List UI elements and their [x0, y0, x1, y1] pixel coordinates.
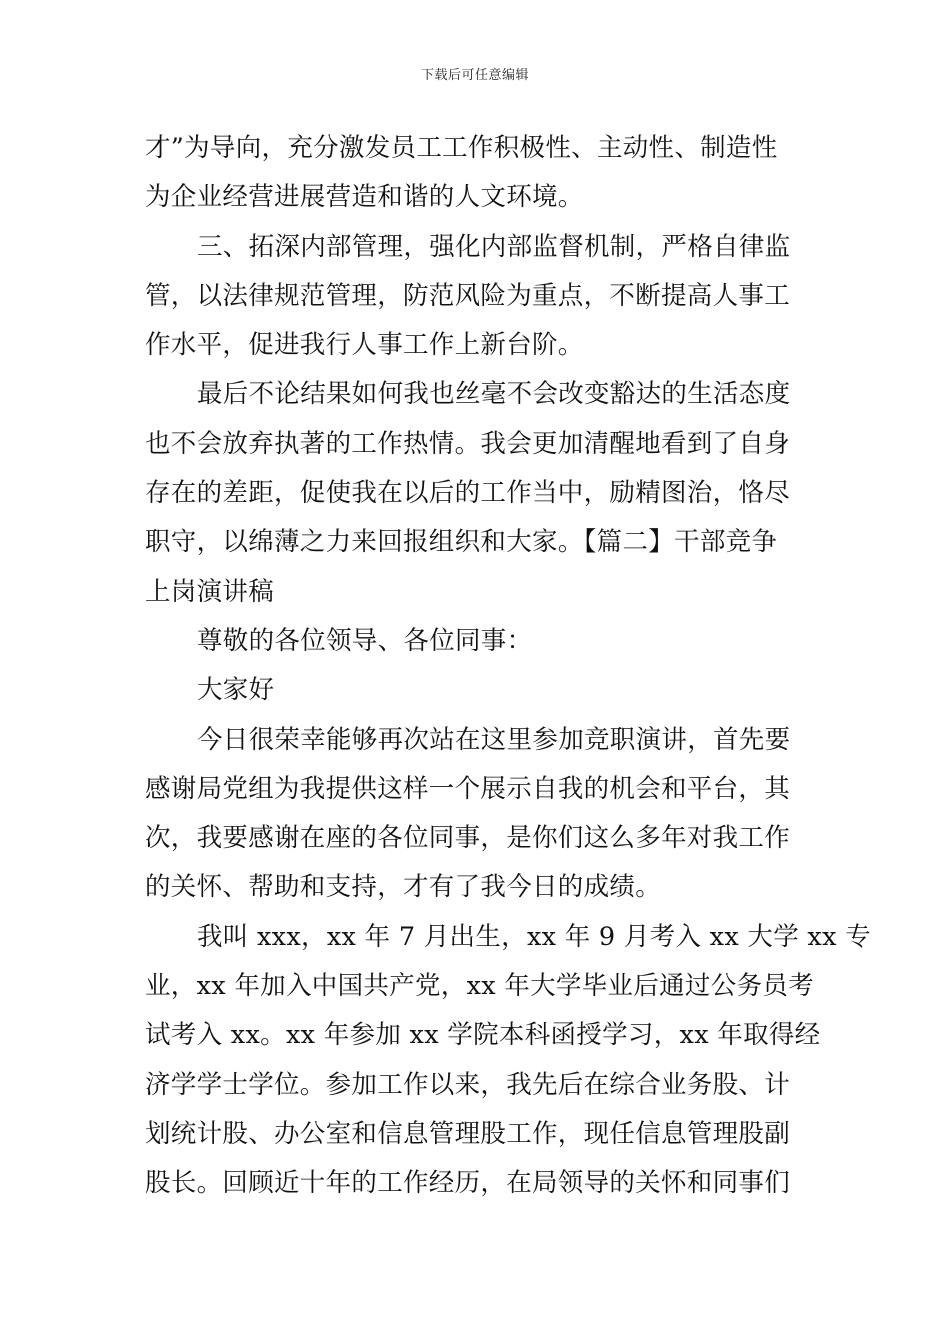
document-body [145, 124, 872, 1209]
text-line: 存在的差距，促使我在以后的工作当中，励精图治，恪尽 [145, 478, 791, 509]
text-line: 上岗演讲稿 [145, 576, 275, 607]
text-line: 为企业经营进展营造和谐的人文环境。 [145, 182, 584, 213]
text-line: 才”为导向，充分激发员工工作积极性、主动性、制造性 [145, 133, 778, 163]
text-line: 我叫 xxx，xx 年 7 月出生，xx 年 9 月考入 xx 大学 xx 专 [197, 921, 872, 952]
text-line: 的关怀、帮助和支持，才有了我今日的成绩。 [145, 872, 662, 903]
text-line: 作水平，促进我行人事工作上新台阶。 [145, 330, 584, 361]
page-header: 下载后可任意编辑 [420, 68, 529, 83]
text-line: 管，以法律规范管理，防范风险为重点，不断提高人事工 [145, 280, 791, 311]
text-line: 最后不论结果如何我也丝毫不会改变豁达的生活态度 [197, 379, 791, 410]
text-line: 济学学士学位。参加工作以来，我先后在综合业务股、计 [145, 1069, 791, 1100]
text-line: 也不会放弃执著的工作热情。我会更加清醒地看到了自身 [145, 428, 791, 459]
text-line: 业，xx 年加入中国共产党，xx 年大学毕业后通过公务员考 [145, 971, 814, 1002]
text-line: 职守，以绵薄之力来回报组织和大家。【篇二】干部竞争 [145, 527, 778, 558]
text-line: 三、拓深内部管理，强化内部监督机制，严格自律监 [197, 231, 791, 262]
text-line: 股长。回顾近十年的工作经历，在局领导的关怀和同事们 [145, 1168, 791, 1199]
text-line: 尊敬的各位领导、各位同事： [197, 625, 533, 656]
text-line: 试考入 xx。xx 年参加 xx 学院本科函授学习，xx 年取得经 [145, 1020, 821, 1051]
text-line: 大家好 [197, 675, 275, 706]
text-line: 今日很荣幸能够再次站在这里参加竞职演讲，首先要 [197, 724, 791, 755]
text-line: 感谢局党组为我提供这样一个展示自我的机会和平台，其 [145, 773, 791, 804]
text-line: 次，我要感谢在座的各位同事，是你们这么多年对我工作 [145, 823, 791, 854]
text-line: 划统计股、办公室和信息管理股工作，现任信息管理股副 [145, 1118, 791, 1149]
